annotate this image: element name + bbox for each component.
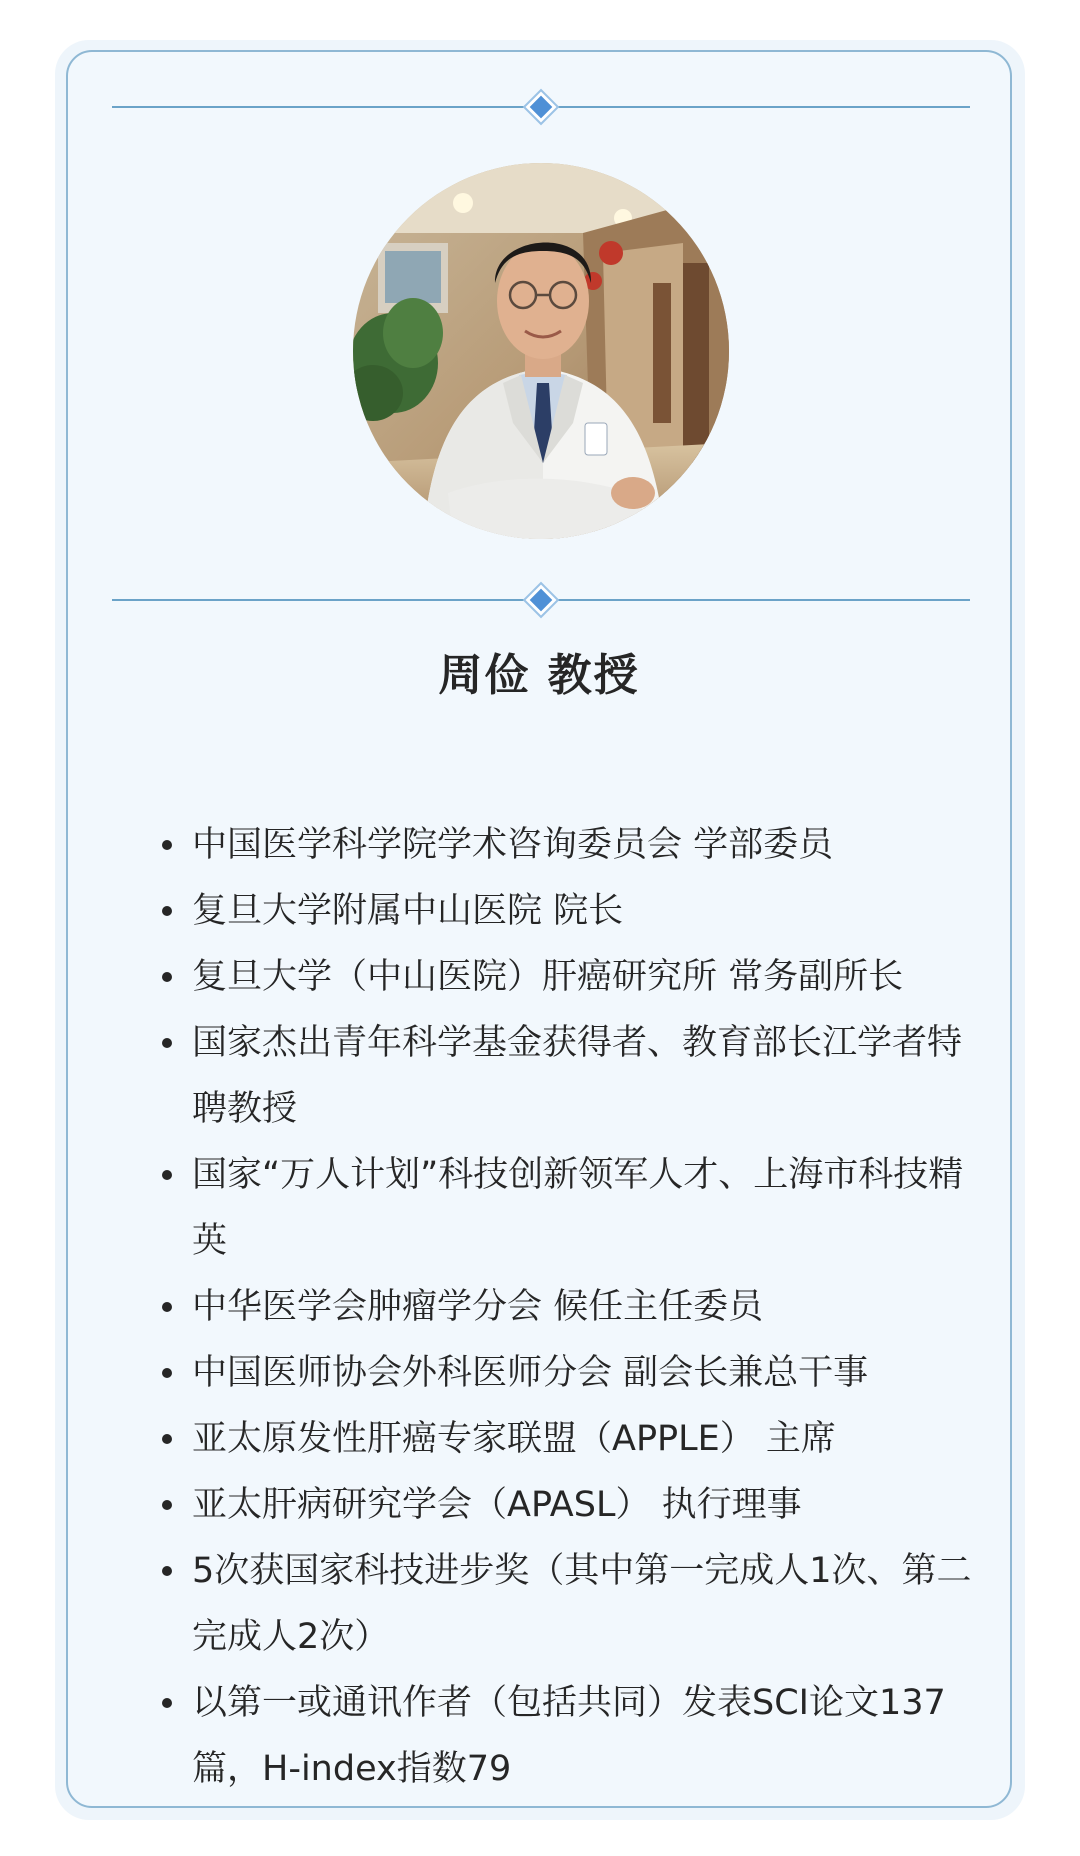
profile-card bbox=[66, 50, 1012, 1808]
bio-text: 复旦大学（中山医院）肝癌研究所 常务副所长 bbox=[192, 957, 904, 997]
bio-item bbox=[192, 878, 982, 944]
bio-item bbox=[192, 1274, 982, 1340]
bullet-icon bbox=[162, 1698, 172, 1708]
bullet-icon bbox=[162, 840, 172, 850]
bullet-icon bbox=[162, 1566, 172, 1576]
bio-item bbox=[192, 1340, 982, 1406]
bullet-icon bbox=[162, 1170, 172, 1180]
bio-item bbox=[192, 1538, 982, 1670]
bio-item bbox=[192, 812, 982, 878]
bio-text: 中华医学会肿瘤学分会 候任主任委员 bbox=[192, 1287, 764, 1327]
portrait-illustration bbox=[353, 163, 729, 539]
bio-text: 国家“万人计划”科技创新领军人才、上海市科技精英 bbox=[192, 1155, 964, 1261]
bio-item bbox=[192, 1472, 982, 1538]
bullet-icon bbox=[162, 906, 172, 916]
bio-item bbox=[192, 1142, 982, 1274]
bio-text: 中国医师协会外科医师分会 副会长兼总干事 bbox=[192, 1353, 869, 1393]
bullet-icon bbox=[162, 972, 172, 982]
top-divider bbox=[112, 97, 970, 117]
bio-text: 亚太原发性肝癌专家联盟（APPLE） 主席 bbox=[192, 1419, 836, 1459]
bullet-icon bbox=[162, 1434, 172, 1444]
bio-text: 5次获国家科技进步奖（其中第一完成人1次、第二完成人2次） bbox=[192, 1551, 972, 1657]
bio-list bbox=[192, 812, 982, 1802]
middle-divider bbox=[112, 590, 970, 610]
bio-text: 中国医学科学院学术咨询委员会 学部委员 bbox=[192, 825, 834, 865]
bio-text: 以第一或通讯作者（包括共同）发表SCI论文137篇，H-index指数79 bbox=[192, 1683, 946, 1789]
bio-text: 国家杰出青年科学基金获得者、教育部长江学者特聘教授 bbox=[192, 1023, 963, 1129]
bio-item bbox=[192, 1010, 982, 1142]
bullet-icon bbox=[162, 1500, 172, 1510]
bullet-icon bbox=[162, 1302, 172, 1312]
portrait-photo bbox=[353, 163, 729, 539]
profile-name: 周俭 教授 bbox=[438, 650, 640, 701]
bullet-icon bbox=[162, 1368, 172, 1378]
bio-text: 复旦大学附属中山医院 院长 bbox=[192, 891, 624, 931]
bio-item bbox=[192, 1406, 982, 1472]
diamond-icon bbox=[525, 584, 556, 615]
bio-item bbox=[192, 944, 982, 1010]
diamond-icon bbox=[525, 91, 556, 122]
bio-item bbox=[192, 1670, 982, 1802]
bio-text: 亚太肝病研究学会（APASL） 执行理事 bbox=[192, 1485, 802, 1525]
bullet-icon bbox=[162, 1038, 172, 1048]
